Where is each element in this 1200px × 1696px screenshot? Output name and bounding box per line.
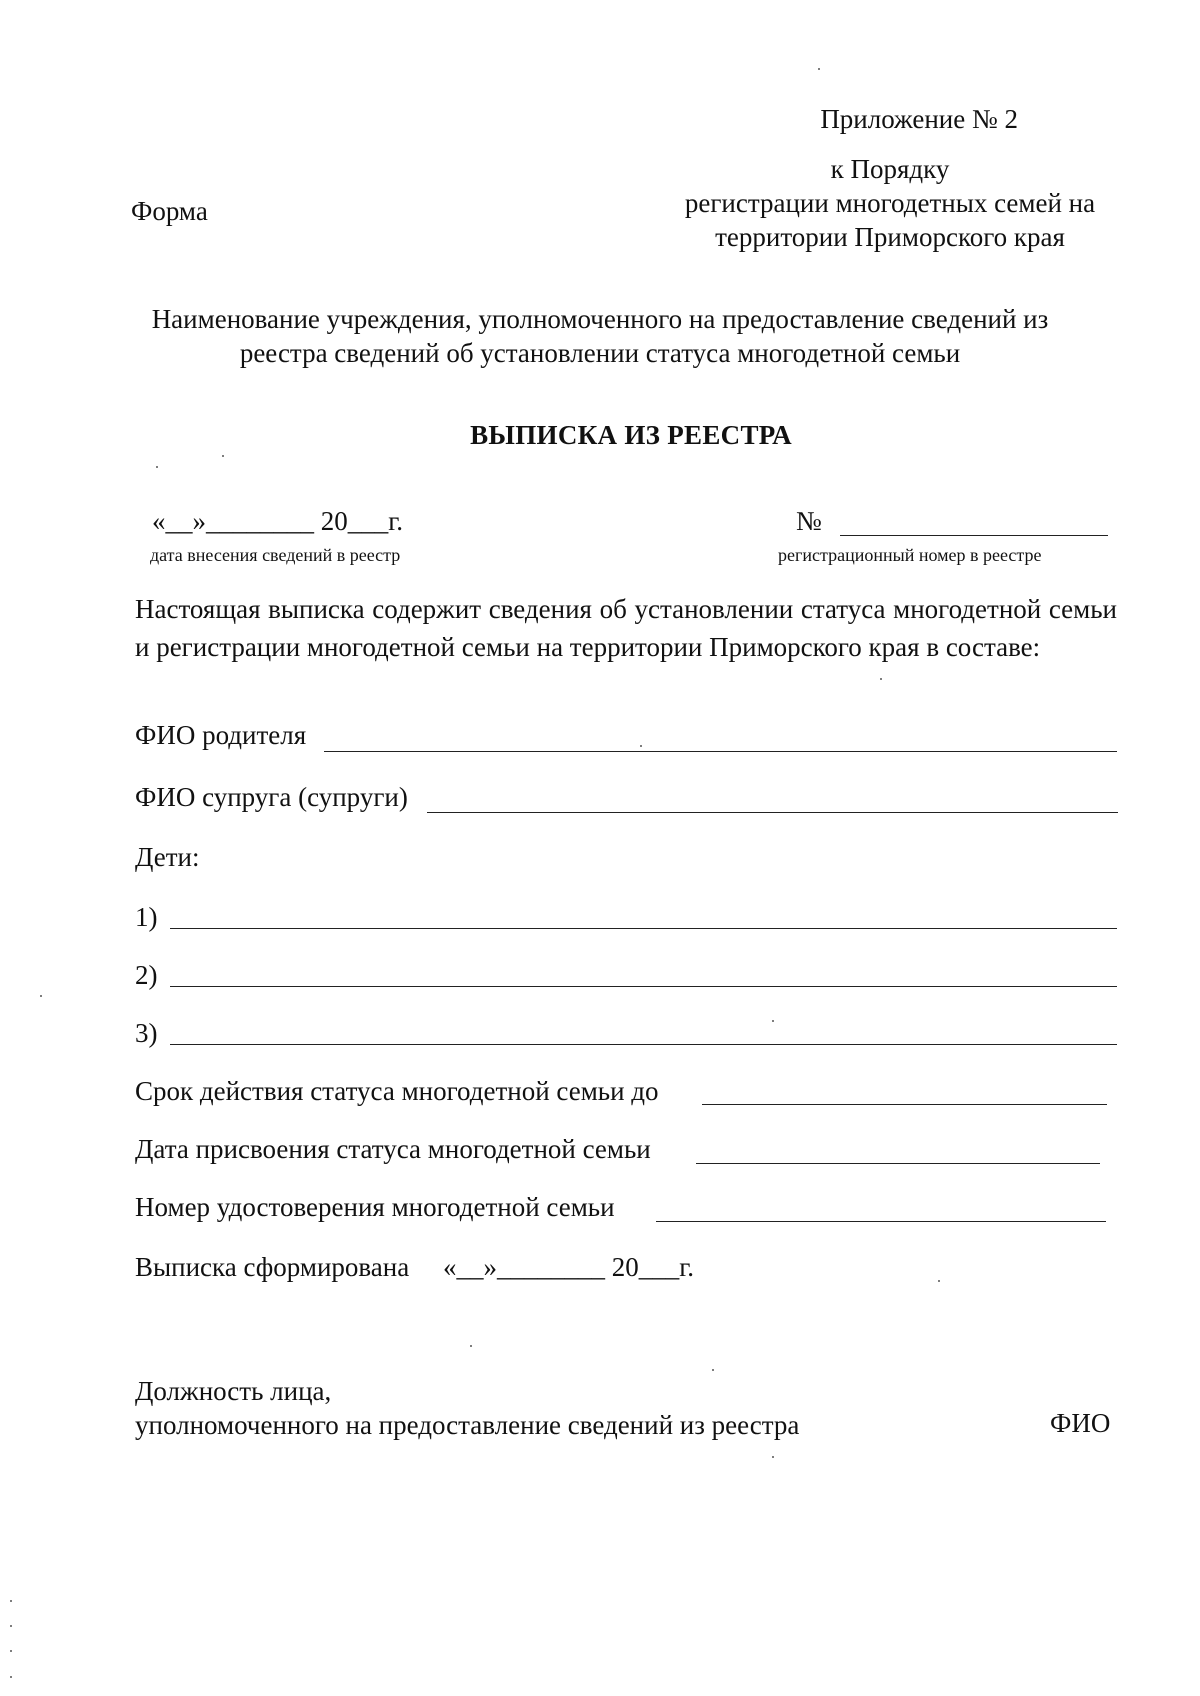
order-line-3: территории Приморского края xyxy=(715,222,1065,252)
scan-speck xyxy=(222,455,224,457)
child-2-label: 2) xyxy=(135,960,158,990)
order-line-2: регистрации многодетных семей на xyxy=(684,188,1096,218)
scan-speck xyxy=(470,1345,472,1347)
scan-speck xyxy=(10,1625,12,1627)
institution-line-2: реестра сведений об установлении статуса многодетной семьи xyxy=(239,338,961,368)
scan-speck xyxy=(712,1369,714,1371)
spouse-fio-label: ФИО супруга (супруги) xyxy=(135,782,408,812)
form-label: Форма xyxy=(131,196,208,226)
certificate-number-field xyxy=(656,1221,1106,1222)
signature-position xyxy=(135,1374,799,1442)
signature-fio: ФИО xyxy=(1050,1408,1111,1438)
scan-speck xyxy=(772,1456,774,1458)
scan-speck xyxy=(880,678,882,680)
child-3-label: 3) xyxy=(135,1018,158,1048)
scan-speck xyxy=(10,1600,12,1602)
entry-date-caption: дата внесения сведений в реестр xyxy=(150,545,401,565)
child-3-field xyxy=(170,1044,1117,1045)
registration-number-sign: № xyxy=(796,506,822,536)
order-reference xyxy=(640,152,1140,254)
status-valid-until-label: Срок действия статуса многодетной семьи до xyxy=(135,1076,659,1106)
formed-label: Выписка сформирована xyxy=(135,1252,410,1282)
scan-speck xyxy=(156,466,158,468)
spouse-fio-field xyxy=(427,812,1118,813)
appendix-number: Приложение № 2 xyxy=(820,104,1018,134)
institution-name xyxy=(100,302,1100,370)
scan-speck xyxy=(10,1676,12,1678)
child-2-field xyxy=(170,986,1117,987)
institution-line-1: Наименование учреждения, уполномоченного на предоставление сведений из xyxy=(151,304,1049,334)
scan-speck xyxy=(10,1650,12,1652)
registration-number-field xyxy=(840,535,1108,536)
document-title: ВЫПИСКА ИЗ РЕЕСТРА xyxy=(470,420,792,450)
status-assigned-date-label: Дата присвоения статуса многодетной семьи xyxy=(135,1134,651,1164)
certificate-number-label: Номер удостоверения многодетной семьи xyxy=(135,1192,615,1222)
parent-fio-label: ФИО родителя xyxy=(135,720,307,750)
child-1-label: 1) xyxy=(135,902,158,932)
scan-speck xyxy=(938,1280,940,1282)
intro-paragraph: Настоящая выписка содержит сведения об установлении статуса многодетной семьи и регистрации многодетной семьи на территории Приморского края в составе: xyxy=(135,594,1117,662)
order-line-1: к Порядку xyxy=(830,154,950,184)
entry-date-field: «__»________ 20___г. xyxy=(152,506,404,536)
signature-position-line-2: уполномоченного на предоставление сведений из реестра xyxy=(135,1410,800,1440)
child-1-field xyxy=(170,928,1117,929)
scan-speck xyxy=(40,995,42,997)
status-valid-until-field xyxy=(702,1104,1107,1105)
scan-speck xyxy=(818,68,820,70)
signature-position-line-1: Должность лица, xyxy=(135,1376,332,1406)
scan-speck xyxy=(772,1020,774,1022)
children-label: Дети: xyxy=(135,842,200,872)
status-assigned-date-field xyxy=(696,1163,1100,1164)
scan-speck xyxy=(640,745,642,747)
parent-fio-field xyxy=(324,751,1117,752)
formed-date-field: «__»________ 20___г. xyxy=(443,1252,695,1282)
registration-number-caption: регистрационный номер в реестре xyxy=(778,545,1042,565)
